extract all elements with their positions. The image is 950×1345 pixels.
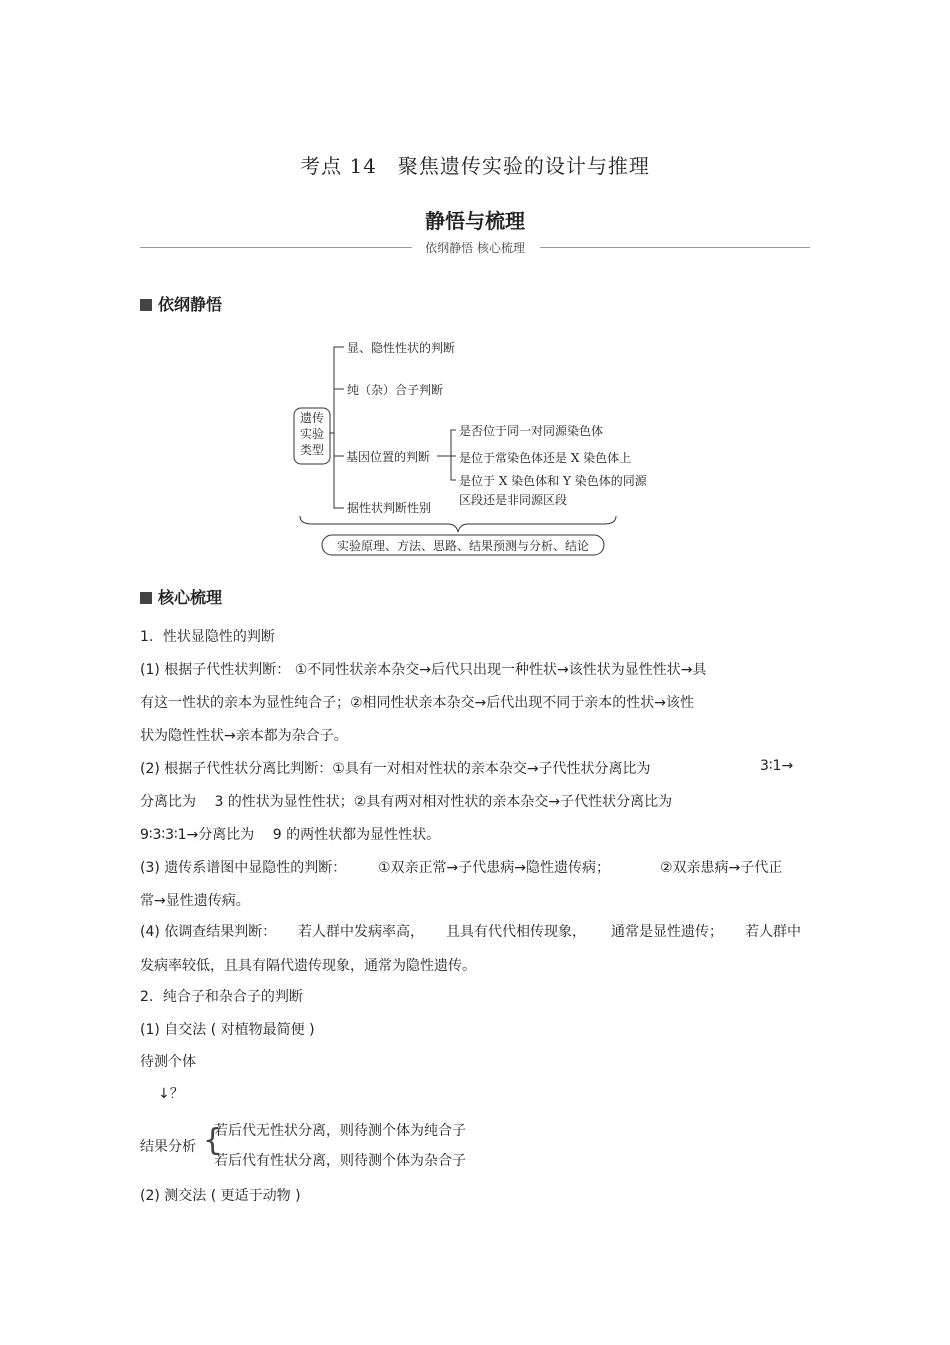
paragraph-line: 有这一性状的亲本为显性纯合子；②相同性状亲本杂交→后代出现不同于亲本的性状→该性 <box>140 695 695 711</box>
section-heading-1-text: 依纲静悟 <box>158 295 223 314</box>
paragraph-line: (4) 依调查结果判断： <box>140 924 277 940</box>
paragraph-line: 状为隐性性状→亲本都为杂合子。 <box>140 728 348 744</box>
diagram-branch-2: 纯（杂）合子判断 <box>347 383 444 397</box>
diagram-root-line-2: 实验 <box>300 427 325 441</box>
diagram-branch-1: 显、隐性性状的判断 <box>347 341 456 355</box>
down-arrow-question: ↓？ <box>158 1086 184 1102</box>
square-bullet-icon <box>140 592 152 604</box>
paragraph-line: (2) 根据子代性状分离比判断：①具有一对相对性状的亲本杂交→子代性状分离比为 <box>140 761 651 777</box>
diagram-root-line-3: 类型 <box>300 443 325 457</box>
divider-caption-text: 依纲静悟 核心梳理 <box>417 241 533 255</box>
diagram-main-bracket <box>334 347 344 508</box>
diagram-sub-bracket <box>451 430 456 480</box>
section-subtitle: 静悟与梳理 <box>425 209 525 233</box>
paragraph-line: 分离比为 3 的性状为显性性状；②具有两对相对性状的亲本杂交→子代性状分离比为 <box>140 794 673 810</box>
result-line-1: 若后代无性状分离，则待测个体为纯合子 <box>214 1123 466 1139</box>
paragraph-line: 待测个体 <box>140 1054 196 1070</box>
diagram-sub-2: 是位于常染色体还是 X 染色体上 <box>459 451 632 465</box>
paragraph-line-part: 若人群中 <box>745 924 801 940</box>
paragraph-line: (1) 自交法 ( 对植物最简便 ) <box>140 1022 315 1038</box>
diagram-brace <box>300 516 616 532</box>
result-analysis-label: 结果分析 <box>140 1139 196 1155</box>
item-2-heading: 2．纯合子和杂合子的判断 <box>140 989 303 1005</box>
paragraph-line-part: ②双亲患病→子代正 <box>660 860 783 876</box>
paragraph-line: (2) 测交法 ( 更适于动物 ) <box>140 1188 301 1204</box>
paragraph-line-part: 且具有代代相传现象， <box>446 924 586 940</box>
paragraph-line: 9∶3∶3∶1→分离比为 9 的两性状都为显性性状。 <box>140 827 441 843</box>
paragraph-line-part: ①双亲正常→子代患病→隐性遗传病； <box>378 860 611 876</box>
diagram-footer-text: 实验原理、方法、思路、结果预测与分析、结论 <box>336 539 589 553</box>
diagram-branch-4: 据性状判断性别 <box>347 501 432 515</box>
item-1-heading: 1．性状显隐性的判断 <box>140 629 275 645</box>
paragraph-line-part: 若人群中发病率高， <box>298 924 424 940</box>
brace-icon: { <box>203 1123 223 1158</box>
section-heading-2 <box>140 585 222 608</box>
paragraph-line: 常→显性遗传病。 <box>140 893 250 909</box>
section-heading-2-text: 核心梳理 <box>158 588 223 607</box>
diagram-sub-3a: 是位于 X 染色体和 Y 染色体的同源 <box>459 474 647 488</box>
paragraph-line: 发病率较低，且具有隔代遗传现象，通常为隐性遗传。 <box>140 958 476 974</box>
diagram-root-label <box>300 410 324 458</box>
paragraph-line-tail: 3∶1→ <box>760 758 794 774</box>
page-title: 考点 14 聚焦遗传实验的设计与推理 <box>300 154 650 178</box>
diagram-branch-3: 基因位置的判断 <box>346 450 431 464</box>
diagram-sub-1: 是否位于同一对同源染色体 <box>459 424 604 438</box>
diagram-sub-3b: 区段还是非同源区段 <box>459 493 568 507</box>
result-line-2: 若后代有性状分离，则待测个体为杂合子 <box>214 1153 466 1169</box>
paragraph-line-part: 通常是显性遗传； <box>611 924 723 940</box>
paragraph-line: (3) 遗传系谱图中显隐性的判断： <box>140 860 347 876</box>
diagram-root-line-1: 遗传 <box>300 411 325 425</box>
paragraph-line: (1) 根据子代性状判断： ①不同性状亲本杂交→后代只出现一种性状→该性状为显性性状→具 <box>140 662 707 678</box>
